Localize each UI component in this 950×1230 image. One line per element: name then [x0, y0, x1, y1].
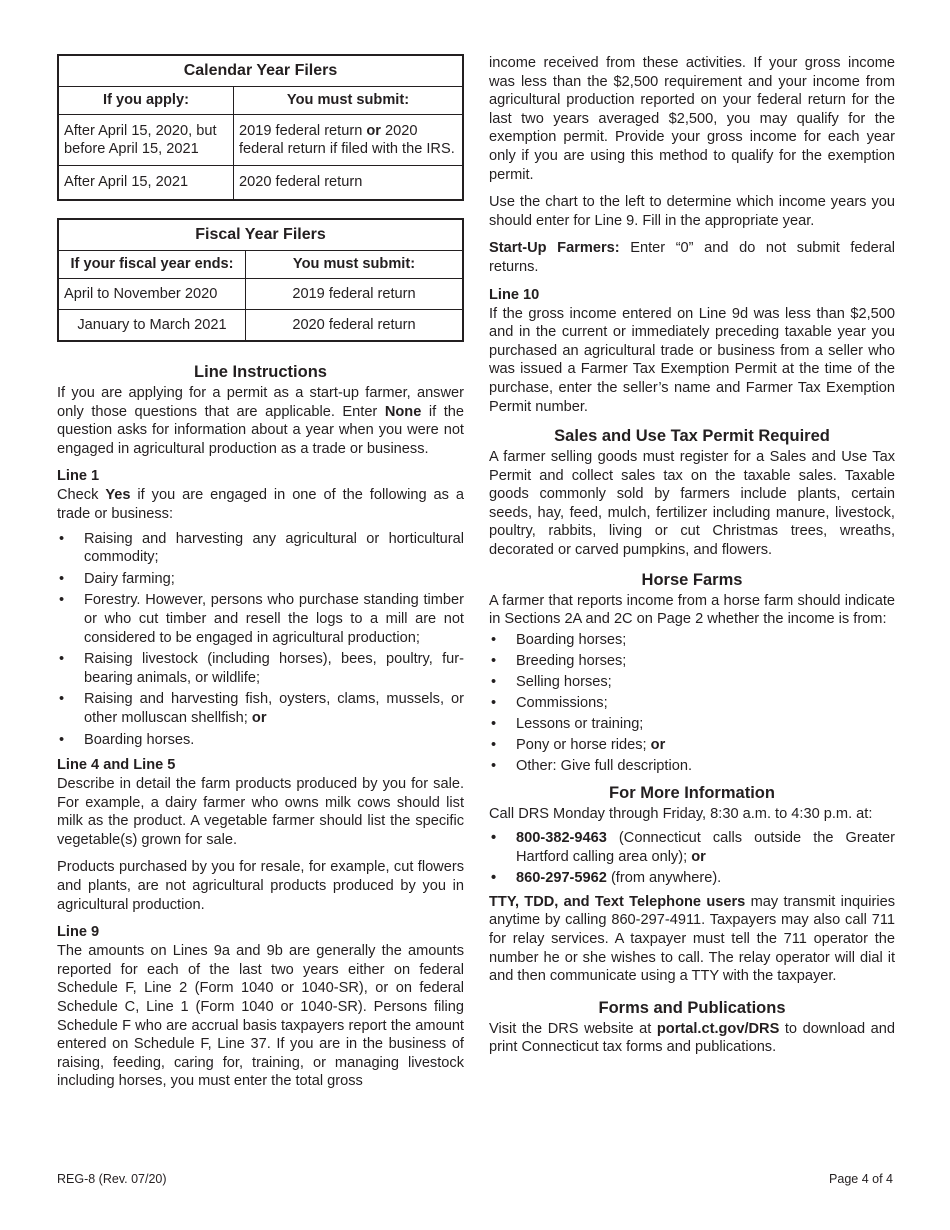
- fiscal-year-table: [57, 218, 464, 342]
- list-item: • Boarding horses;: [489, 631, 895, 650]
- forms-heading: Forms and Publications: [598, 998, 786, 1017]
- table-row: [58, 115, 463, 166]
- sales-tax-paragraph: A farmer selling goods must register for a Sales and Use Tax Permit and collect sales tax on the taxable sales. Taxable goods commonly sold by farmers include plants, certain seeds, hay, feed, mulch, fertilizer including manure, livestock, poultry, rabbits, living or cut Christmas trees, wreaths, decorated or carved pumpkins, and flowers.: [489, 449, 895, 559]
- more-info-heading: For More Information: [609, 784, 775, 803]
- phone-number-2: 860-297-5962: [516, 870, 607, 887]
- forms-paragraph: Visit the DRS website at portal.ct.gov/DRS to download and print Connecticut tax forms and publications.: [489, 1020, 895, 1056]
- list-item: • Lessons or training;: [489, 715, 895, 734]
- line1-heading: Line 1: [57, 468, 100, 485]
- line10-heading: Line 10: [489, 286, 540, 303]
- table-row: [58, 166, 463, 201]
- list-item: • Forestry. However, persons who purchase standing timber or who cut timber and resell the logs to a mill are not considered to be engaged in agricultural production;: [57, 591, 464, 647]
- list-item: • Breeding horses;: [489, 652, 895, 671]
- table-cell: 2019 federal return or 2020 federal return if filed with the IRS.: [234, 115, 464, 166]
- list-item: • Selling horses;: [489, 673, 895, 692]
- line1-intro: Check Yes if you are engaged in one of the following as a trade or business:: [57, 487, 464, 522]
- line-instructions-heading: Line Instructions: [194, 363, 327, 381]
- list-item: • Raising and harvesting any agricultural or horticultural commodity;: [57, 530, 464, 567]
- phone-list: [489, 829, 895, 888]
- tty-paragraph: TTY, TDD, and Text Telephone users may transmit inquiries anytime by calling 860-297-4911. Taxpayers may also call 711 for relay services. A taxpayer must tell the 711 operator the number he or she wishes to call. The relay operator will dial it and then communicate using a TTY with the taxpayer.: [489, 893, 895, 985]
- table-cell: January to March 2021: [58, 310, 246, 342]
- table-cell: After April 15, 2021: [58, 166, 234, 201]
- line45-heading: Line 4 and Line 5: [57, 757, 176, 774]
- list-item: • Other: Give full description.: [489, 757, 895, 776]
- fiscal-table-title: Fiscal Year Filers: [58, 219, 463, 251]
- calendar-year-table: [57, 54, 464, 201]
- list-item: • 860-297-5962 (from anywhere).: [489, 869, 895, 888]
- calendar-table-title: Calendar Year Filers: [58, 55, 463, 87]
- table-cell: 2020 federal return: [234, 166, 464, 201]
- sales-tax-heading: Sales and Use Tax Permit Required: [554, 427, 830, 446]
- line9-paragraph-2: Use the chart to the left to determine which income years you should enter for Line 9. Fill in the appropriate year.: [489, 194, 895, 229]
- list-item: • Boarding horses.: [57, 731, 464, 750]
- table-cell: 2019 federal return: [246, 279, 464, 310]
- list-item: • Dairy farming;: [57, 570, 464, 589]
- table-row: [58, 279, 463, 310]
- line9-heading: Line 9: [57, 924, 100, 941]
- table-cell: After April 15, 2020, but before April 15, 2021: [58, 115, 234, 166]
- table-row: [58, 310, 463, 342]
- fiscal-col-ends: If your fiscal year ends:: [58, 251, 246, 279]
- horse-farms-list: [489, 631, 895, 776]
- line-instructions-intro: If you are applying for a permit as a start-up farmer, answer only those questions that are applicable. Enter None if the question asks for information about a year when you were not engaged in agricultural production as a trade or business.: [57, 385, 464, 457]
- calendar-col-submit: You must submit:: [234, 87, 464, 115]
- drs-website-link[interactable]: portal.ct.gov/DRS: [656, 1020, 780, 1037]
- page-number: Page 4 of 4: [829, 1172, 893, 1186]
- phone-number-1: 800-382-9463: [516, 829, 607, 846]
- startup-farmers: Start-Up Farmers: Enter “0” and do not submit federal returns.: [489, 240, 895, 275]
- list-item: • Raising and harvesting fish, oysters, clams, mussels, or other molluscan shellfish; or: [57, 690, 464, 727]
- list-item: • 800-382-9463 (Connecticut calls outside the Greater Hartford calling area only); or: [489, 829, 895, 866]
- fiscal-col-submit: You must submit:: [246, 251, 464, 279]
- calendar-col-apply: If you apply:: [58, 87, 234, 115]
- form-id: REG-8 (Rev. 07/20): [57, 1172, 167, 1186]
- list-item: • Pony or horse rides; or: [489, 736, 895, 755]
- left-column: [57, 54, 464, 1091]
- table-cell: April to November 2020: [58, 279, 246, 310]
- list-item: • Commissions;: [489, 694, 895, 713]
- right-column: [489, 54, 895, 1057]
- table-cell: 2020 federal return: [246, 310, 464, 342]
- line45-paragraph-2: Products purchased by you for resale, for example, cut flowers and plants, are not agricultural products produced by you in agricultural production.: [57, 859, 464, 913]
- line9-paragraph-part1: The amounts on Lines 9a and 9b are generally the amounts reported for each of the last two years either on federal Schedule F, Line 2 (Form 1040 or 1040-SR), or on federal Schedule C, Line 1 (Form 1040 or 1040-SR). Persons filing Schedule F who are accrual basis taxpayers report the amount entered on Schedule F, Line 37. If you are in the business of raising, feeding, caring for, training, or managing livestock including horses, you must enter the total gross: [57, 943, 464, 1090]
- line10-paragraph: If the gross income entered on Line 9d was less than $2,500 and in the current or immediately preceding taxable year you purchased an agricultural trade or business from a seller who was issued a Farmer Tax Exemption Permit at the time of the purchase, enter the seller’s name and Farmer Tax Exemption Permit number.: [489, 305, 895, 415]
- list-item: • Raising livestock (including horses), bees, poultry, fur-bearing animals, or wildlife;: [57, 650, 464, 687]
- horse-farms-paragraph: A farmer that reports income from a horse farm should indicate in Sections 2A and 2C on Page 2 whether the income is from:: [489, 592, 895, 628]
- line1-list: [57, 530, 464, 750]
- horse-farms-heading: Horse Farms: [641, 570, 743, 589]
- line9-paragraph-part2: income received from these activities. If your gross income was less than the $2,500 requirement and your income from agricultural production reported on your federal return for the last two years averaged $2,500, you may qualify for the exemption permit. Provide your gross income for each year only if you are using this method to qualify for the exemption permit.: [489, 55, 895, 183]
- more-info-paragraph: Call DRS Monday through Friday, 8:30 a.m. to 4:30 p.m. at:: [489, 806, 873, 823]
- line45-paragraph-1: Describe in detail the farm products produced by you for sale. For example, a dairy farmer who owns milk cows should list milk as the product. A vegetable farmer should list the specific vegetable(s) grown for sale.: [57, 776, 464, 848]
